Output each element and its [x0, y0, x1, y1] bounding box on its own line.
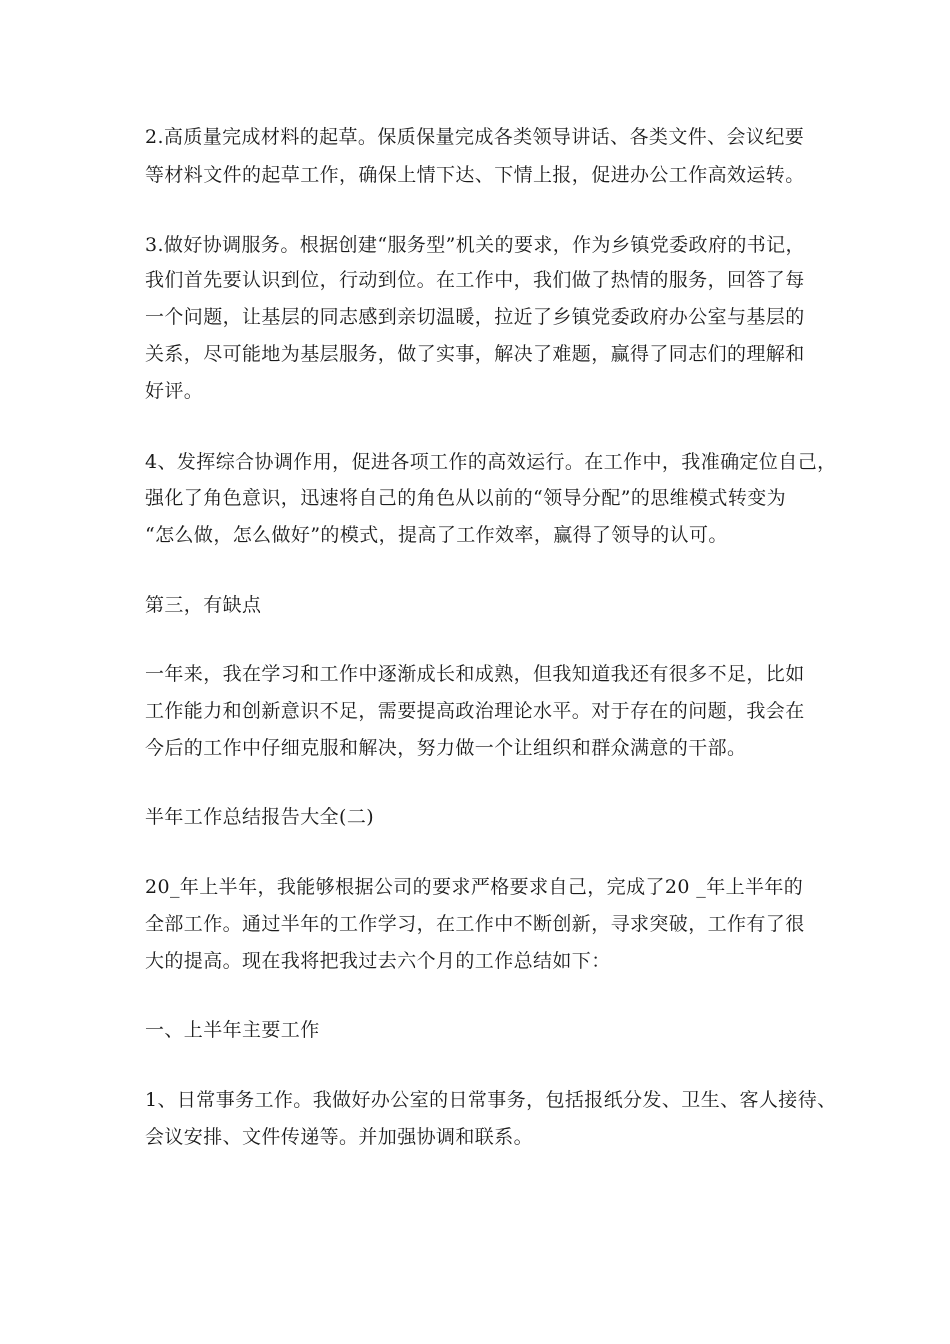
- paragraph-3-line-2: 强化了角色意识，迅速将自己的角色从以前的“领导分配”的思维模式转变为: [145, 487, 787, 509]
- paragraph-9-line-1: 1、日常事务工作。我做好办公室的日常事务，包括报纸分发、卫生、客人接待、: [145, 1089, 837, 1111]
- section-heading-main-work: 一、上半年主要工作: [145, 1019, 320, 1041]
- paragraph-7-line-2: 全部工作。通过半年的工作学习，在工作中不断创新，寻求突破，工作有了很: [145, 913, 805, 935]
- paragraph-9-line-2: 会议安排、文件传递等。并加强协调和联系。: [145, 1126, 534, 1148]
- paragraph-5-line-2: 工作能力和创新意识不足，需要提高政治理论水平。对于存在的问题，我会在: [145, 700, 805, 722]
- paragraph-5-line-3: 今后的工作中仔细克服和解决，努力做一个让组织和群众满意的干部。: [145, 737, 747, 759]
- paragraph-2-line-2: 我们首先要认识到位，行动到位。在工作中，我们做了热情的服务，回答了每: [145, 269, 805, 291]
- paragraph-1-line-1: 2.高质量完成材料的起草。保质保量完成各类领导讲话、各类文件、会议纪要: [145, 126, 805, 148]
- paragraph-1-line-2: 等材料文件的起草工作，确保上情下达、下情上报，促进办公工作高效运转。: [145, 164, 805, 186]
- paragraph-2-line-5: 好评。: [145, 380, 204, 402]
- paragraph-7-line-1: 20_年上半年，我能够根据公司的要求严格要求自己，完成了20 _年上半年的: [145, 876, 804, 898]
- paragraph-2-line-1: 3.做好协调服务。根据创建“服务型”机关的要求，作为乡镇党委政府的书记，: [145, 234, 805, 256]
- paragraph-2-line-3: 一个问题，让基层的同志感到亲切温暖，拉近了乡镇党委政府办公室与基层的: [145, 306, 805, 328]
- paragraph-7-line-3: 大的提高。现在我将把我过去六个月的工作总结如下：: [145, 950, 611, 972]
- paragraph-3-line-1: 4、发挥综合协调作用，促进各项工作的高效运行。在工作中，我准确定位自己，: [145, 451, 837, 473]
- paragraph-3-line-3: “怎么做，怎么做好”的模式，提高了工作效率，赢得了领导的认可。: [145, 524, 728, 546]
- paragraph-5-line-1: 一年来，我在学习和工作中逐渐成长和成熟，但我知道我还有很多不足，比如: [145, 663, 805, 685]
- paragraph-2-line-4: 关系，尽可能地为基层服务，做了实事，解决了难题，赢得了同志们的理解和: [145, 343, 805, 365]
- section-heading-report-two: 半年工作总结报告大全(二): [145, 806, 375, 828]
- section-heading-shortcomings: 第三，有缺点: [145, 594, 262, 616]
